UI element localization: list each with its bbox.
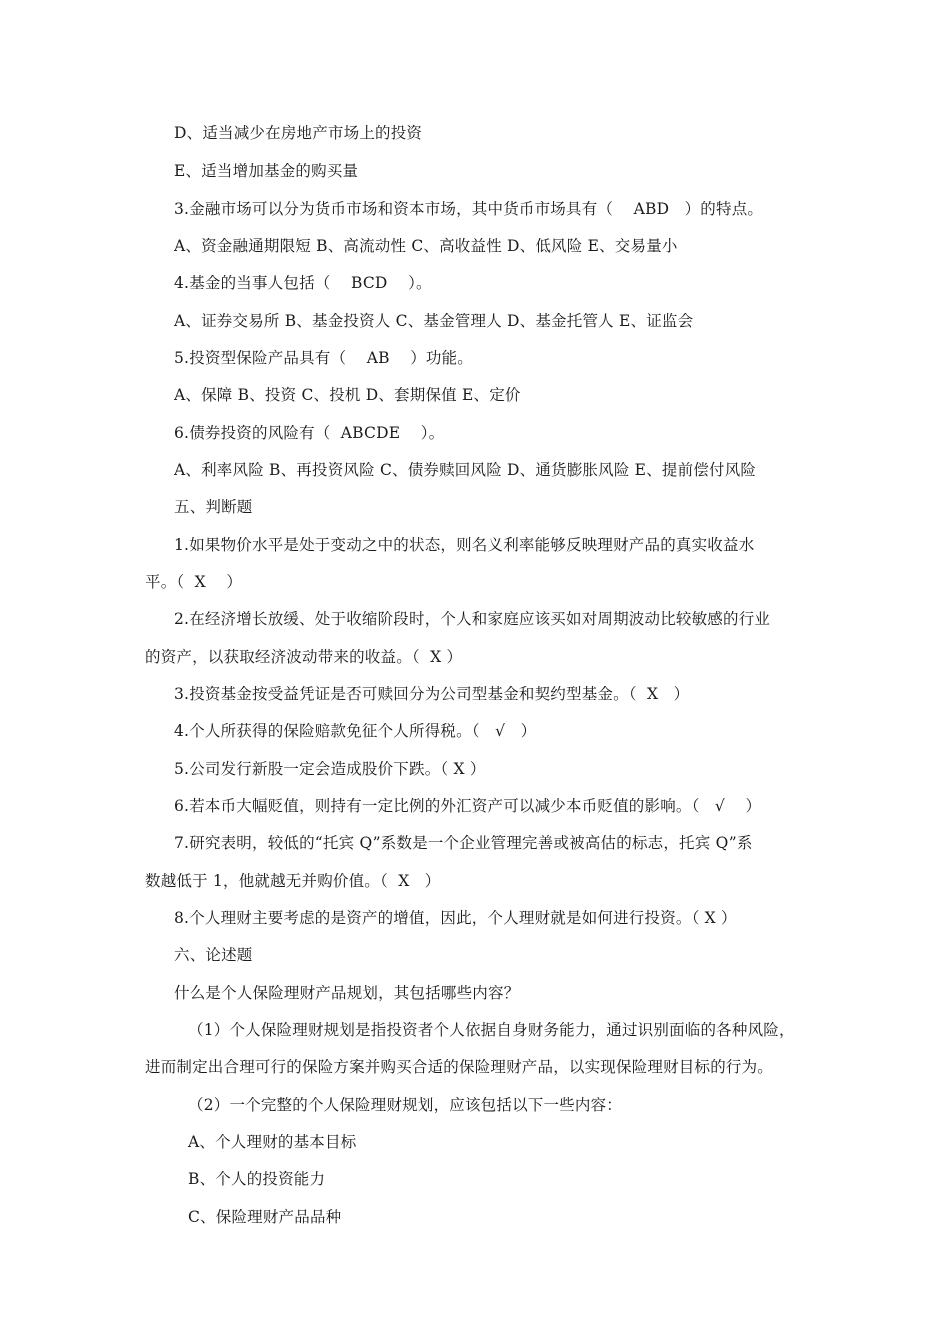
judgment-5: 5.公司发行新股一定会造成股价下跌。（ X ）	[174, 760, 486, 778]
essay-answer-1-part1: （1）个人保险理财规划是指投资者个人依据自身财务能力，通过识别面临的各种风险，	[188, 1021, 795, 1039]
judgment-1-part2: 平。（ X ）	[145, 573, 243, 591]
essay-item-a: A、个人理财的基本目标	[188, 1133, 357, 1151]
judgment-2-part2: 的资产，以获取经济波动带来的收益。（ X ）	[145, 648, 463, 666]
judgment-1-part1: 1.如果物价水平是处于变动之中的状态，则名义利率能够反映理财产品的真实收益水	[174, 536, 755, 554]
question-6-options: A、利率风险 B、再投资风险 C、债券赎回风险 D、通货膨胀风险 E、提前偿付风险	[174, 461, 757, 479]
judgment-3: 3.投资基金按受益凭证是否可赎回分为公司型基金和契约型基金。（ X ）	[174, 685, 690, 703]
question-5-options: A、保障 B、投资 C、投机 D、套期保值 E、定价	[174, 386, 521, 404]
question-4-options: A、证券交易所 B、基金投资人 C、基金管理人 D、基金托管人 E、证监会	[174, 312, 694, 330]
essay-answer-2: （2）一个完整的个人保险理财规划，应该包括以下一些内容：	[188, 1096, 622, 1114]
essay-question: 什么是个人保险理财产品规划，其包括哪些内容？	[174, 984, 520, 1002]
question-6: 6.债券投资的风险有（ ABCDE ）。	[174, 424, 445, 442]
essay-item-c: C、保险理财产品品种	[188, 1208, 342, 1226]
judgment-7-part2: 数越低于 1，他就越无并购价值。（ X ）	[145, 872, 441, 890]
question-5: 5.投资型保险产品具有（ AB ）功能。	[174, 349, 473, 367]
option-e-line: E、适当增加基金的购买量	[174, 162, 359, 180]
judgment-8: 8.个人理财主要考虑的是资产的增值，因此，个人理财就是如何进行投资。（ X ）	[174, 909, 737, 927]
question-4: 4.基金的当事人包括（ BCD ）。	[174, 274, 432, 292]
judgment-6: 6.若本币大幅贬值，则持有一定比例的外汇资产可以减少本币贬值的影响。（ √ ）	[174, 797, 762, 815]
essay-answer-1-part2: 进而制定出合理可行的保险方案并购买合适的保险理财产品，以实现保险理财目标的行为。	[145, 1058, 774, 1076]
section-heading-essay: 六、论述题	[174, 946, 253, 964]
judgment-4: 4.个人所获得的保险赔款免征个人所得税。（ √ ）	[174, 722, 537, 740]
question-3: 3.金融市场可以分为货币市场和资本市场，其中货币市场具有（ ABD ）的特点。	[174, 200, 764, 218]
judgment-2-part1: 2.在经济增长放缓、处于收缩阶段时，个人和家庭应该买如对周期波动比较敏感的行业	[174, 610, 771, 628]
judgment-7-part1: 7.研究表明，较低的“托宾 Q”系数是一个企业管理完善或被高估的标志，托宾 Q”系	[174, 834, 753, 852]
option-d-line: D、适当减少在房地产市场上的投资	[174, 124, 423, 142]
question-3-options: A、资金融通期限短 B、高流动性 C、高收益性 D、低风险 E、交易量小	[174, 237, 678, 255]
essay-item-b: B、个人的投资能力	[188, 1170, 326, 1188]
section-heading-judgment: 五、判断题	[174, 498, 253, 516]
